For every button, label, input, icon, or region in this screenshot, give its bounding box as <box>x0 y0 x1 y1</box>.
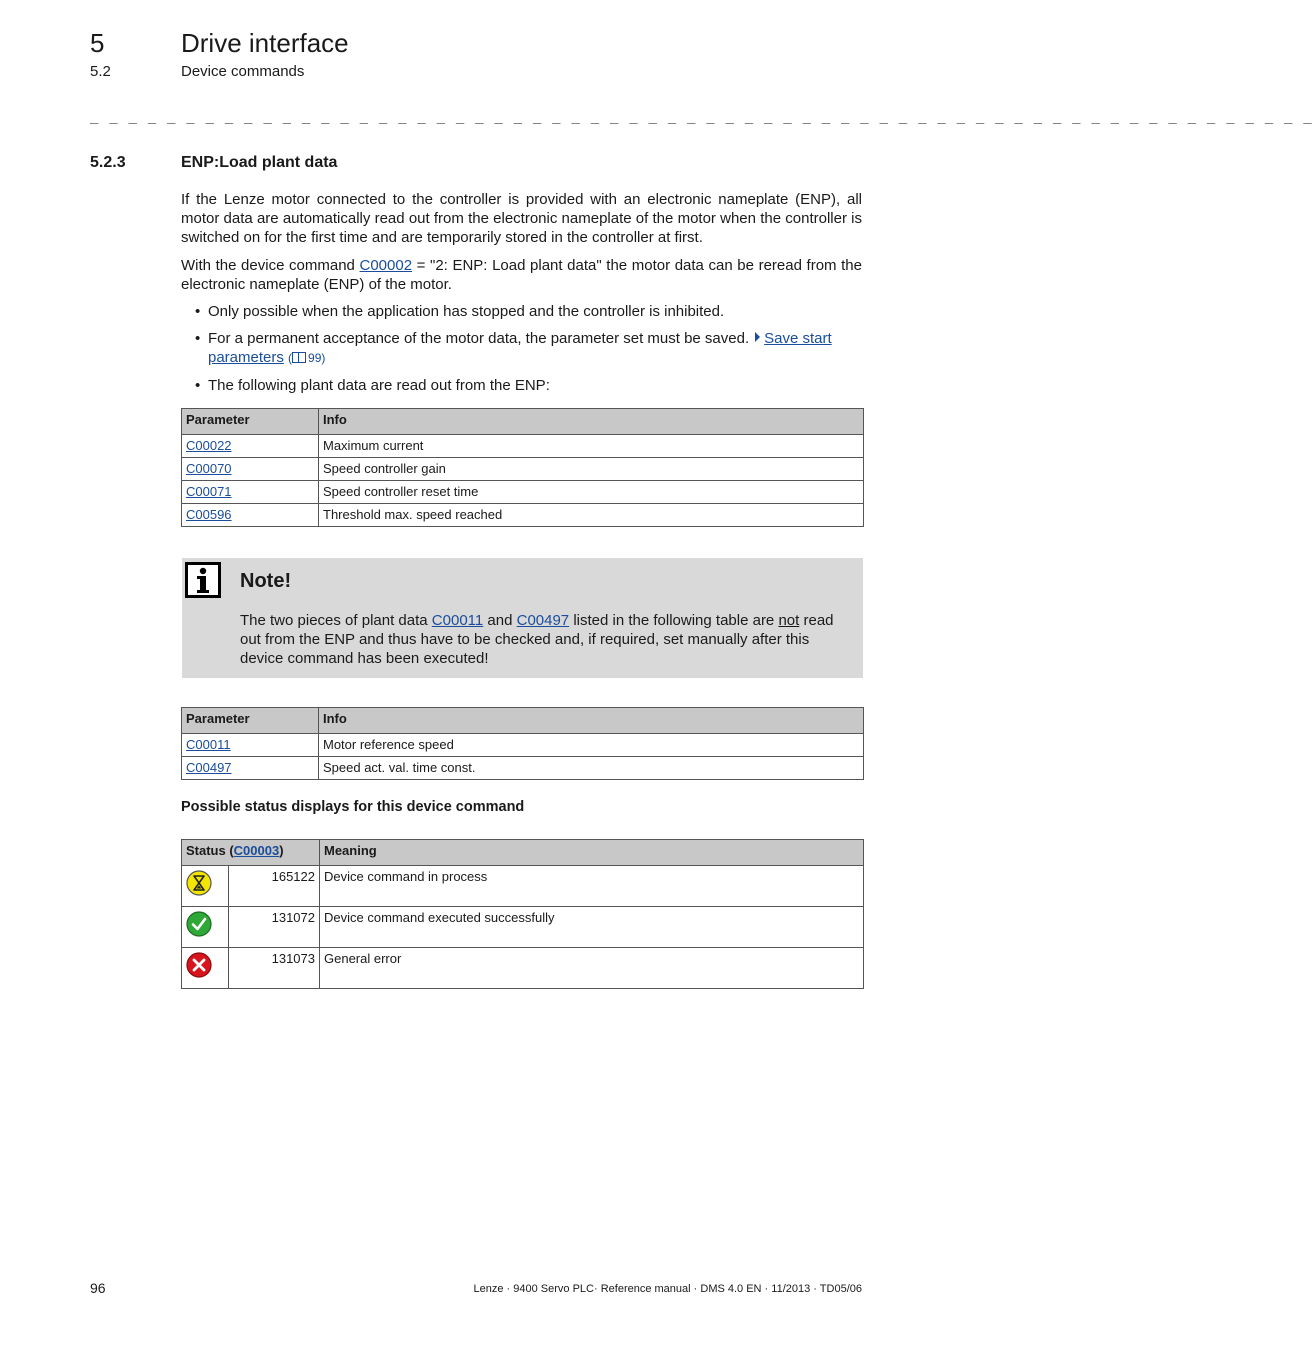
column-header: Info <box>319 409 864 435</box>
table-cell: Speed controller gain <box>319 458 864 481</box>
table-row <box>182 458 864 481</box>
column-header: Parameter <box>182 708 319 734</box>
column-header: Meaning <box>320 840 864 866</box>
info-icon <box>185 562 221 598</box>
table-row <box>182 435 864 458</box>
table-row <box>182 481 864 504</box>
status-meaning: General error <box>320 948 864 989</box>
bullet-item: • Only possible when the application has stopped and the controller is inhibited. <box>195 303 725 320</box>
check-icon <box>186 911 212 937</box>
link-c00022[interactable]: C00022 <box>186 438 232 453</box>
command-paragraph: With the device command C00002 = "2: ENP: Load plant data" the motor data can be reread from the electronic nameplate (ENP) of the motor. <box>181 257 862 293</box>
table-cell: Speed act. val. time const. <box>319 757 864 780</box>
status-meaning: Device command in process <box>320 866 864 907</box>
table-header-row <box>182 409 864 435</box>
link-c00596[interactable]: C00596 <box>186 507 232 522</box>
link-c00011[interactable]: C00011 <box>186 737 231 752</box>
plant-data-table <box>181 408 864 527</box>
link-c00497[interactable]: C00497 <box>186 760 232 775</box>
column-header: Info <box>319 708 864 734</box>
bullet-item: • The following plant data are read out from the ENP: <box>195 376 550 394</box>
status-value: 165122 <box>229 866 320 907</box>
table-row <box>182 757 864 780</box>
note-title: Note! <box>240 570 292 592</box>
link-c00070[interactable]: C00070 <box>186 461 232 476</box>
link-c00071[interactable]: C00071 <box>186 484 232 499</box>
table-header-row <box>182 840 864 866</box>
book-icon <box>292 352 306 363</box>
status-value: 131072 <box>229 907 320 948</box>
table-row <box>182 907 864 948</box>
hourglass-icon <box>186 870 212 896</box>
table-cell: Speed controller reset time <box>319 481 864 504</box>
link-c00003[interactable]: C00003 <box>233 843 280 858</box>
link-save-start-parameters[interactable]: Save start parameters <box>208 329 832 366</box>
page-reference[interactable]: ( 99) <box>288 351 326 365</box>
arrow-right-icon <box>755 332 760 342</box>
status-table <box>181 839 864 989</box>
bullet-list <box>181 302 862 402</box>
section-number: 5.2 <box>90 63 111 80</box>
intro-paragraph: If the Lenze motor connected to the controller is provided with an electronic nameplate (ENP), all motor data are automatically read out from the electronic nameplate of the motor when the controller is switched on for the first time and are temporarily stored in the controller at first. <box>181 191 862 246</box>
table-cell: Motor reference speed <box>319 734 864 757</box>
header-rule: _ _ _ _ _ _ _ _ _ _ _ _ _ _ _ _ _ _ _ _ _ _ _ _ _ _ _ _ _ _ _ _ _ _ _ _ _ _ _ _ _ _ _ _ _ _ _ _ _ _ _ _ _ _ _ _ _ _ _ _ _ _ _ _ <box>90 108 1313 124</box>
link-c00002[interactable]: C00002 <box>359 257 413 274</box>
subsection-number: 5.2.3 <box>90 154 126 171</box>
status-heading: Possible status displays for this device command <box>181 799 525 815</box>
column-header: Parameter <box>182 409 319 435</box>
status-meaning: Device command executed successfully <box>320 907 864 948</box>
table-row <box>182 734 864 757</box>
footer-text: Lenze · 9400 Servo PLC· Reference manual · DMS 4.0 EN · 11/2013 · TD05/06 <box>473 1283 862 1295</box>
table-cell: Threshold max. speed reached <box>319 504 864 527</box>
section-title: Device commands <box>181 63 305 80</box>
manual-data-table <box>181 707 864 780</box>
chapter-number: 5 <box>90 28 105 58</box>
status-value: 131073 <box>229 948 320 989</box>
page-number: 96 <box>90 1280 106 1296</box>
column-header-status: Status (C00003) <box>182 840 320 866</box>
table-header-row <box>182 708 864 734</box>
link-c00011[interactable]: C00011 <box>431 612 484 629</box>
table-row <box>182 504 864 527</box>
error-icon <box>186 952 212 978</box>
table-row <box>182 866 864 907</box>
note-text: The two pieces of plant data C00011 and C00497 listed in the following table are not read out from the ENP and thus have to be checked and, if required, set manually after this device command has been executed! <box>240 612 834 667</box>
link-c00497[interactable]: C00497 <box>516 612 570 629</box>
chapter-title: Drive interface <box>181 28 349 58</box>
bullet-item: • For a permanent acceptance of the motor data, the parameter set must be saved. Save start parameters ( 99) <box>195 329 832 366</box>
table-row <box>182 948 864 989</box>
table-cell: Maximum current <box>319 435 864 458</box>
subsection-title: ENP:Load plant data <box>181 154 338 171</box>
